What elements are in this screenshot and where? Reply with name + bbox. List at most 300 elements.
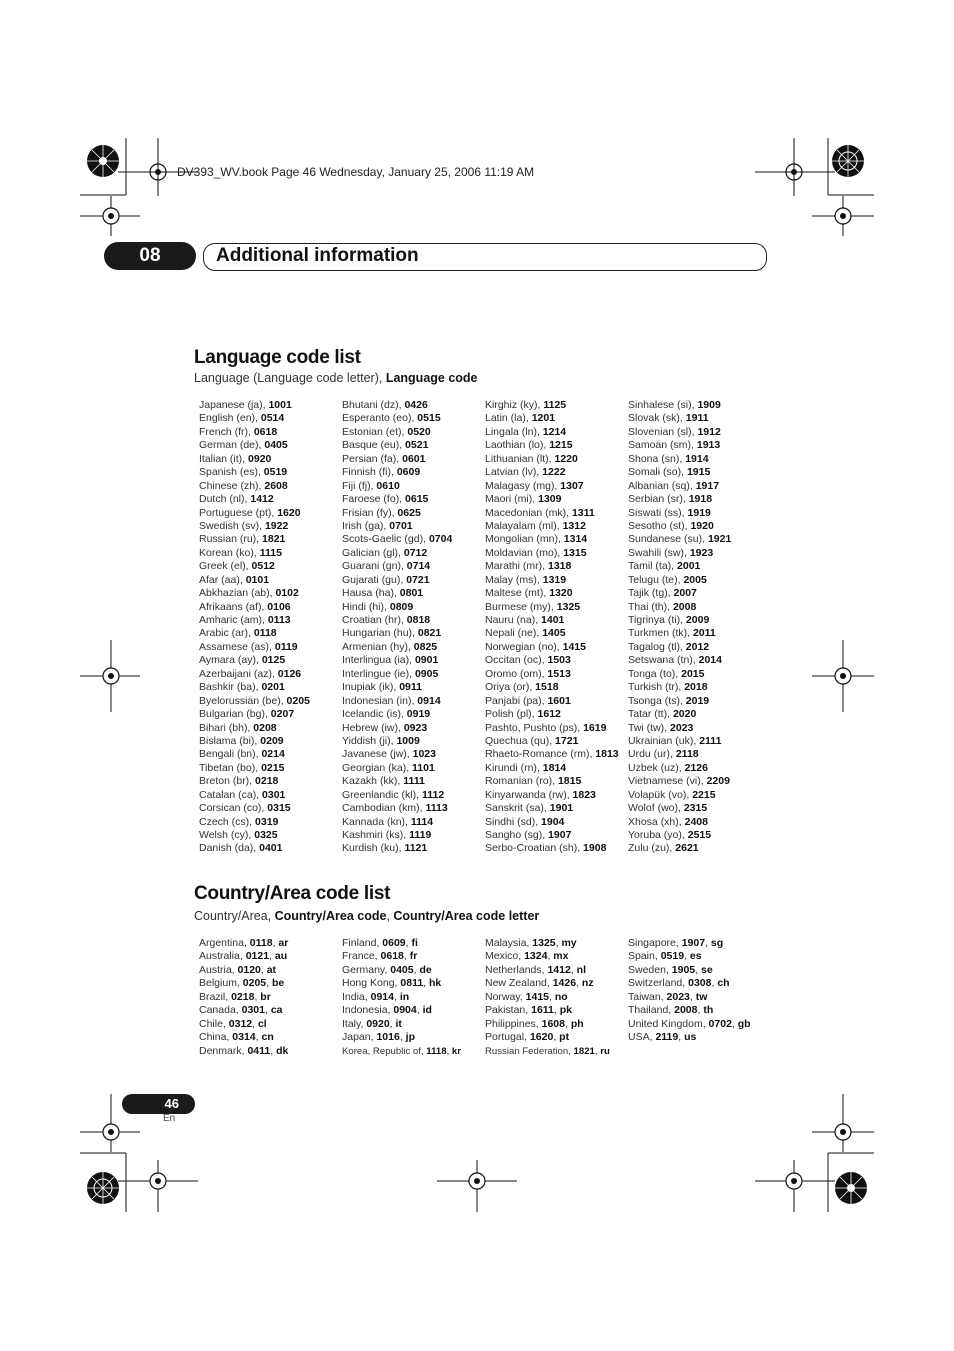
country-entry [199, 950, 288, 963]
entry-name: Rhaeto-Romance (rm), [485, 748, 596, 761]
entry-separator: , [678, 1031, 685, 1044]
entry-name: Tatar (tt), [628, 708, 673, 721]
entry-code: 0119 [274, 640, 298, 653]
entry-name: Kurdish (ku), [342, 842, 405, 855]
entry-code: 2126 [684, 761, 708, 774]
entry-name: Shona (sn), [628, 452, 686, 465]
entry-name: German (de), [199, 439, 265, 452]
entry-code: 0118 [253, 627, 277, 640]
entry-code: 0521 [405, 439, 429, 452]
entry-letter: es [689, 950, 702, 963]
entry-name: Malay (ms), [485, 573, 543, 586]
language-entry [199, 668, 310, 681]
entry-letter: th [703, 1004, 714, 1017]
language-entry [628, 816, 731, 829]
entry-code: 1914 [685, 452, 709, 465]
entry-name: Malaysia, [485, 937, 533, 949]
entry-name: Bashkir (ba), [199, 681, 262, 694]
entry-name: Nauru (na), [485, 614, 542, 626]
entry-code: 0519 [660, 950, 685, 963]
entry-code: 1601 [547, 694, 571, 707]
language-code-list-title: Language code list [194, 347, 361, 368]
language-entry [342, 627, 452, 640]
entry-name: France, [342, 950, 381, 963]
language-entry [485, 708, 619, 721]
country-entry [199, 937, 288, 950]
entry-name: Macedonian (mk), [485, 506, 572, 519]
language-entry [199, 627, 310, 640]
language-entry [199, 480, 310, 493]
entry-separator: , [549, 990, 555, 1003]
language-entry [628, 762, 731, 775]
language-entry [485, 668, 619, 681]
language-subtitle-bold: Language code [385, 371, 478, 385]
entry-name: Somali (so), [628, 466, 687, 479]
language-entry [628, 654, 731, 667]
entry-code: 1518 [535, 681, 559, 694]
language-entry [199, 842, 310, 855]
country-entry [342, 1031, 461, 1044]
language-entry [628, 560, 731, 573]
entry-name: Corsican (co), [199, 802, 268, 815]
entry-name: Latvian (lv), [485, 466, 543, 479]
entry-code: 0207 [270, 708, 295, 721]
entry-letter: nz [581, 977, 594, 990]
entry-name: Turkmen (tk), [628, 627, 693, 640]
entry-name: Galician (gl), [342, 546, 404, 559]
language-entry [628, 789, 731, 802]
entry-name: Bhutani (dz), [342, 399, 405, 411]
entry-name: Sinhalese (si), [628, 399, 698, 411]
entry-name: Kannada (kn), [342, 815, 411, 828]
entry-name: Georgian (ka), [342, 761, 413, 774]
language-entry [485, 816, 619, 829]
entry-code: 0208 [253, 721, 277, 734]
entry-name: Hebrew (iw), [342, 721, 404, 734]
entry-code: 1319 [542, 573, 567, 586]
language-entry [199, 722, 310, 735]
entry-code: 1312 [562, 519, 586, 532]
entry-name: Azerbaijani (az), [199, 667, 278, 680]
entry-separator: , [403, 950, 410, 963]
language-entry [485, 466, 619, 479]
entry-name: Norway, [485, 990, 526, 1003]
entry-code: 1023 [412, 748, 436, 761]
entry-name: Oriya (or), [485, 681, 536, 694]
language-entry [342, 412, 452, 425]
entry-separator: , [389, 1017, 396, 1030]
entry-code: 1911 [685, 412, 709, 425]
entry-separator: , [252, 1017, 258, 1030]
entry-letter: gb [737, 1017, 751, 1030]
entry-name: Basque (eu), [342, 439, 406, 452]
entry-code: 0106 [267, 600, 291, 613]
entry-code: 2018 [684, 681, 708, 694]
language-entry [485, 789, 619, 802]
entry-code: 1325 [556, 600, 581, 613]
entry-name: Tibetan (bo), [199, 761, 262, 774]
language-entry [199, 816, 310, 829]
entry-code: 0201 [261, 681, 285, 694]
language-entry [485, 695, 619, 708]
language-entry [342, 775, 452, 788]
entry-name: Thailand, [628, 1004, 675, 1017]
entry-code: 1513 [547, 667, 571, 680]
entry-separator: , [260, 963, 267, 976]
language-entry [342, 493, 452, 506]
entry-name: Kirghiz (ky), [485, 399, 544, 411]
entry-code: 1118 [426, 1045, 447, 1057]
entry-name: Kazakh (kk), [342, 775, 404, 788]
entry-code: 1415 [525, 990, 550, 1003]
language-entry [199, 466, 310, 479]
entry-code: 2023 [666, 990, 690, 1003]
entry-name: Frisian (fy), [342, 506, 398, 519]
entry-code: 1311 [571, 506, 595, 519]
entry-name: Swedish (sv), [199, 519, 265, 532]
entry-name: Tsonga (ts), [628, 694, 686, 707]
entry-code: 1412 [250, 493, 274, 506]
language-entry [628, 668, 731, 681]
entry-letter: ca [270, 1004, 283, 1017]
entry-name: Netherlands, [485, 963, 548, 976]
country-entry [342, 937, 461, 950]
language-entry [342, 480, 452, 493]
entry-separator: , [689, 990, 696, 1003]
country-entry [628, 964, 751, 977]
entry-name: Twi (tw), [628, 721, 670, 734]
entry-name: Sindhi (sd), [485, 815, 542, 828]
country-entry [199, 991, 288, 1004]
country-entry [628, 977, 751, 990]
entry-name: Afar (aa), [199, 573, 246, 586]
entry-name: Croatian (hr), [342, 614, 407, 626]
entry-code: 0301 [241, 1004, 265, 1017]
entry-code: 1503 [547, 654, 571, 667]
entry-letter: ru [600, 1045, 610, 1057]
entry-name: Guarani (gn), [342, 560, 407, 573]
country-column [342, 937, 461, 1058]
language-entry [628, 627, 731, 640]
entry-code: 0618 [253, 425, 278, 438]
language-entry [628, 574, 731, 587]
entry-letter: kr [451, 1045, 461, 1057]
entry-name: Lingala (ln), [485, 425, 543, 438]
language-entry [199, 708, 310, 721]
country-subtitle-bold-letter: Country/Area code letter [393, 909, 540, 923]
entry-name: Korean (ko), [199, 546, 260, 559]
entry-code: 0701 [389, 519, 413, 532]
entry-name: Portugal, [485, 1031, 530, 1044]
entry-name: Maori (mi), [485, 493, 539, 506]
entry-code: 0702 [708, 1017, 732, 1030]
entry-name: Byelorussian (be), [199, 694, 287, 707]
entry-code: 0704 [428, 533, 453, 546]
language-entry [485, 654, 619, 667]
language-entry [485, 439, 619, 452]
language-entry [199, 695, 310, 708]
country-entry [199, 1031, 288, 1044]
entry-name: Afrikaans (af), [199, 600, 268, 613]
entry-name: Kirundi (rn), [485, 761, 543, 774]
entry-name: Gujarati (gu), [342, 573, 407, 586]
entry-code: 0904 [393, 1004, 417, 1017]
country-entry [199, 1004, 288, 1017]
entry-separator: , [264, 1004, 271, 1017]
language-entry [199, 601, 310, 614]
country-subtitle-plain: Country/Area, [194, 909, 275, 923]
entry-name: Hausa (ha), [342, 587, 400, 600]
entry-code: 1813 [595, 748, 619, 761]
entry-separator: , [697, 1004, 704, 1017]
entry-name: Portuguese (pt), [199, 506, 278, 519]
entry-name: Hindi (hi), [342, 600, 390, 613]
entry-name: United Kingdom, [628, 1017, 709, 1030]
entry-name: Xhosa (xh), [628, 815, 685, 828]
entry-code: 0120 [237, 963, 261, 976]
entry-letter: at [266, 963, 277, 976]
entry-code: 0319 [255, 815, 279, 828]
language-entry [342, 614, 452, 627]
entry-code: 0512 [251, 560, 275, 573]
entry-name: Irish (ga), [342, 519, 390, 532]
entry-code: 1918 [688, 493, 713, 506]
entry-code: 0214 [261, 748, 285, 761]
language-entry [342, 399, 452, 412]
entry-code: 1214 [542, 425, 567, 438]
entry-code: 1401 [541, 614, 565, 626]
entry-code: 2209 [706, 775, 730, 788]
entry-separator: , [553, 1004, 560, 1017]
entry-name: Nepali (ne), [485, 627, 543, 640]
entry-code: 1016 [376, 1031, 400, 1044]
language-entry [199, 533, 310, 546]
entry-separator: , [405, 937, 412, 949]
entry-letter: dk [276, 1044, 289, 1057]
country-column [628, 937, 751, 1045]
entry-code: 2023 [670, 721, 694, 734]
entry-code: 0821 [417, 627, 442, 640]
language-entry [199, 520, 310, 533]
language-entry [485, 480, 619, 493]
entry-code: 0113 [267, 614, 291, 626]
entry-letter: se [700, 963, 713, 976]
entry-code: 0118 [249, 937, 273, 949]
language-entry [342, 426, 452, 439]
entry-code: 1220 [554, 452, 578, 465]
country-entry [342, 1004, 461, 1017]
country-entry [485, 964, 610, 977]
entry-name: Interlingua (ia), [342, 654, 415, 667]
language-entry [199, 426, 310, 439]
entry-code: 0920 [248, 452, 272, 465]
entry-name: Lithuanian (lt), [485, 452, 555, 465]
entry-code: 1121 [404, 842, 428, 855]
language-entry [485, 587, 619, 600]
language-entry [342, 708, 452, 721]
language-entry [342, 681, 452, 694]
entry-code: 0825 [413, 640, 438, 653]
entry-name: Marathi (mr), [485, 560, 548, 573]
entry-name: Bihari (bh), [199, 721, 254, 734]
entry-name: Wolof (wo), [628, 802, 684, 815]
entry-name: Scots-Gaelic (gd), [342, 533, 429, 546]
language-entry [199, 735, 310, 748]
entry-code: 1113 [425, 802, 448, 815]
language-entry [342, 547, 452, 560]
entry-letter: tw [695, 990, 708, 1003]
entry-code: 1125 [543, 399, 567, 411]
country-subtitle-separator: , [386, 909, 394, 923]
entry-name: Greek (el), [199, 560, 252, 573]
entry-code: 1415 [562, 640, 586, 653]
country-entry [199, 964, 288, 977]
entry-name: Turkish (tr), [628, 681, 685, 694]
entry-code: 1905 [671, 963, 696, 976]
language-entry [199, 681, 310, 694]
entry-code: 1222 [542, 466, 566, 479]
entry-code: 0215 [261, 761, 285, 774]
entry-name: Maltese (mt), [485, 587, 550, 600]
chapter-title: Additional information [216, 245, 419, 266]
entry-code: 0205 [242, 977, 267, 990]
entry-name: Romanian (ro), [485, 775, 558, 788]
entry-name: Armenian (hy), [342, 640, 414, 653]
entry-separator: , [731, 1017, 738, 1030]
entry-name: Vietnamese (vi), [628, 775, 707, 788]
entry-name: Swahili (sw), [628, 546, 690, 559]
entry-code: 0914 [370, 990, 394, 1003]
entry-code: 1908 [583, 842, 607, 855]
entry-name: Mongolian (mn), [485, 533, 564, 546]
entry-name: Tigrinya (ti), [628, 614, 686, 626]
language-entry [485, 641, 619, 654]
entry-name: Pakistan, [485, 1004, 532, 1017]
language-entry [628, 614, 731, 627]
country-entry [199, 1045, 288, 1058]
language-entry [342, 439, 452, 452]
entry-code: 1405 [542, 627, 566, 640]
entry-separator: , [695, 963, 701, 976]
entry-name: Canada, [199, 1004, 242, 1017]
entry-letter: ph [570, 1017, 584, 1030]
entry-name: Telugu (te), [628, 573, 684, 586]
entry-code: 2608 [264, 479, 288, 492]
entry-name: India, [342, 990, 371, 1003]
entry-code: 1907 [548, 829, 572, 841]
language-entry [342, 762, 452, 775]
language-entry [342, 601, 452, 614]
entry-code: 1919 [687, 506, 711, 519]
entry-name: Albanian (sq), [628, 479, 696, 492]
language-entry [628, 775, 731, 788]
country-entry [628, 950, 751, 963]
entry-letter: jp [405, 1031, 415, 1044]
entry-code: 0314 [232, 1031, 256, 1044]
entry-code: 1115 [259, 546, 282, 559]
language-entry [628, 466, 731, 479]
entry-name: Setswana (tn), [628, 654, 699, 667]
entry-code: 1612 [537, 708, 561, 721]
entry-code: 0919 [406, 708, 431, 721]
entry-name: Zulu (zu), [628, 842, 676, 855]
language-entry [199, 641, 310, 654]
entry-code: 0714 [406, 560, 431, 573]
entry-letter: fr [409, 950, 418, 963]
entry-name: Estonian (et), [342, 425, 408, 438]
entry-name: New Zealand, [485, 977, 553, 990]
entry-code: 0618 [380, 950, 404, 963]
entry-name: Bislama (bi), [199, 734, 261, 747]
entry-code: 2008 [674, 1004, 698, 1017]
language-entry [485, 533, 619, 546]
entry-name: Yiddish (ji), [342, 734, 397, 747]
entry-name: Bulgarian (bg), [199, 708, 271, 721]
entry-name: Russian (ru), [199, 533, 263, 546]
entry-separator: , [272, 937, 279, 949]
entry-separator: , [399, 1031, 406, 1044]
entry-name: Esperanto (eo), [342, 412, 418, 425]
entry-letter: nl [576, 963, 586, 976]
entry-name: USA, [628, 1031, 656, 1044]
entry-name: Assamese (as), [199, 640, 275, 653]
entry-name: Hong Kong, [342, 977, 401, 990]
entry-code: 0914 [417, 694, 441, 707]
language-entry [485, 412, 619, 425]
entry-name: Singapore, [628, 937, 682, 949]
entry-name: Japanese (ja), [199, 399, 269, 411]
entry-separator: , [446, 1045, 452, 1057]
country-entry [342, 964, 461, 977]
language-entry [342, 722, 452, 735]
language-entry [342, 533, 452, 546]
language-entry [485, 842, 619, 855]
entry-code: 2001 [677, 560, 701, 573]
language-entry [199, 399, 310, 412]
entry-name: Faroese (fo), [342, 493, 406, 506]
language-entry [199, 587, 310, 600]
entry-separator: , [266, 977, 272, 990]
entry-code: 0801 [399, 587, 424, 600]
entry-name: Hungarian (hu), [342, 627, 418, 640]
entry-letter: it [395, 1017, 402, 1030]
language-entry [628, 829, 731, 842]
language-entry [628, 507, 731, 520]
entry-code: 1309 [538, 493, 562, 506]
entry-code: 0901 [414, 654, 439, 667]
entry-code: 0405 [390, 963, 414, 976]
country-subtitle-bold-code: Country/Area code [274, 909, 387, 923]
language-entry [628, 708, 731, 721]
entry-code: 0920 [366, 1017, 390, 1030]
book-print-line: DV393_WV.book Page 46 Wednesday, January 25, 2006 11:19 AM [177, 165, 535, 179]
entry-letter: de [419, 963, 432, 976]
page-language-label: En [163, 1113, 176, 1124]
entry-separator: , [684, 950, 690, 963]
language-entry [485, 775, 619, 788]
entry-name: Sangho (sg), [485, 829, 549, 841]
entry-separator: , [393, 990, 400, 1003]
entry-code: 1821 [262, 533, 286, 546]
entry-code: 2008 [672, 600, 697, 613]
entry-letter: in [399, 990, 410, 1003]
entry-name: Arabic (ar), [199, 627, 254, 640]
entry-code: 2015 [681, 667, 705, 680]
entry-separator: , [254, 990, 261, 1003]
language-entry [485, 520, 619, 533]
entry-separator: , [555, 937, 562, 949]
entry-code: 2014 [698, 654, 722, 667]
